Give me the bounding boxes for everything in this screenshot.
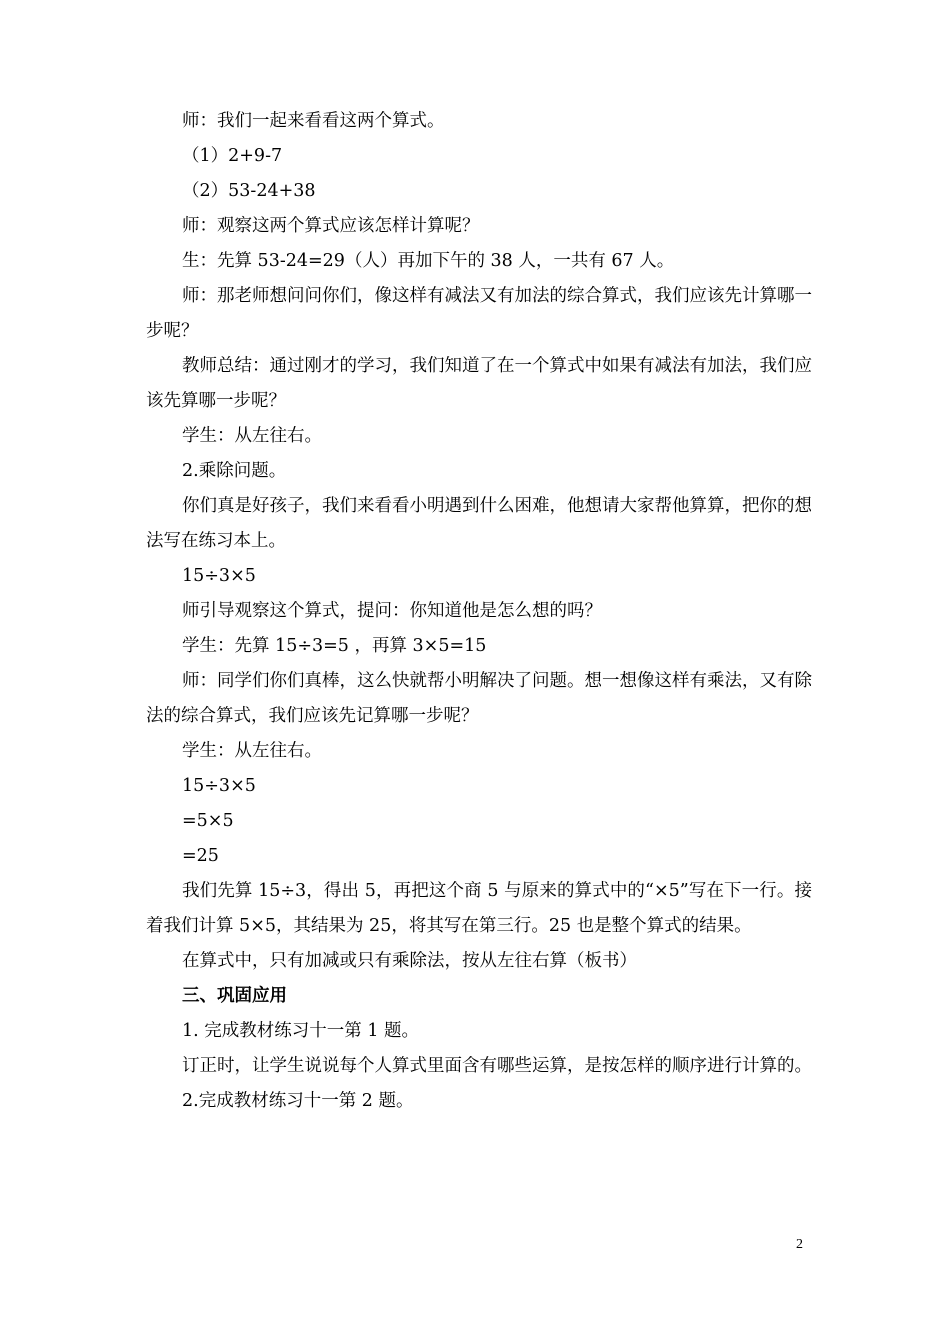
- paragraph: 学生：从左往右。: [182, 741, 322, 761]
- paragraph: =25: [182, 846, 219, 866]
- paragraph: 教师总结：通过刚才的学习，我们知道了在一个算式中如果有减法有加法，我们应该先算哪一步呢？: [146, 356, 812, 411]
- paragraph: 生：先算 53-24=29（人）再加下午的 38 人，一共有 67 人。: [182, 251, 675, 271]
- paragraph: 15÷3×5: [182, 566, 256, 586]
- paragraph: 师：那老师想问问你们，像这样有减法又有加法的综合算式，我们应该先计算哪一步呢？: [146, 286, 812, 341]
- paragraph: 2.完成教材练习十一第 2 题。: [182, 1091, 414, 1111]
- paragraph: 我们先算 15÷3，得出 5，再把这个商 5 与原来的算式中的“×5”写在下一行。接着我们计算 5×5，其结果为 25，将其写在第三行。25 也是整个算式的结果。: [146, 881, 812, 936]
- paragraph: （1）2+9-7: [182, 146, 283, 166]
- paragraph: 15÷3×5: [182, 776, 256, 796]
- paragraph: 2.乘除问题。: [182, 461, 287, 481]
- section-heading: 三、巩固应用: [182, 986, 287, 1006]
- paragraph: 师引导观察这个算式，提问：你知道他是怎么想的吗？: [182, 601, 602, 621]
- paragraph: 学生：先算 15÷3=5 ，再算 3×5=15: [182, 636, 487, 656]
- paragraph: 师：观察这两个算式应该怎样计算呢？: [182, 216, 480, 236]
- paragraph: （2）53-24+38: [182, 181, 316, 201]
- paragraph: 学生：从左往右。: [182, 426, 322, 446]
- paragraph: 在算式中，只有加减或只有乘除法，按从左往右算（板书）: [182, 951, 637, 971]
- paragraph: =5×5: [182, 811, 234, 831]
- paragraph: 师：同学们你们真棒，这么快就帮小明解决了问题。想一想像这样有乘法，又有除法的综合算式，我们应该先记算哪一步呢？: [146, 671, 812, 726]
- paragraph: 订正时，让学生说说每个人算式里面含有哪些运算，是按怎样的顺序进行计算的。: [182, 1056, 812, 1076]
- paragraph: 你们真是好孩子，我们来看看小明遇到什么困难，他想请大家帮他算算，把你的想法写在练习本上。: [146, 496, 812, 551]
- paragraph: 师：我们一起来看看这两个算式。: [182, 111, 445, 131]
- document-body: [146, 104, 812, 1119]
- page-number: 2: [796, 1237, 803, 1252]
- paragraph: 1. 完成教材练习十一第 1 题。: [182, 1021, 420, 1041]
